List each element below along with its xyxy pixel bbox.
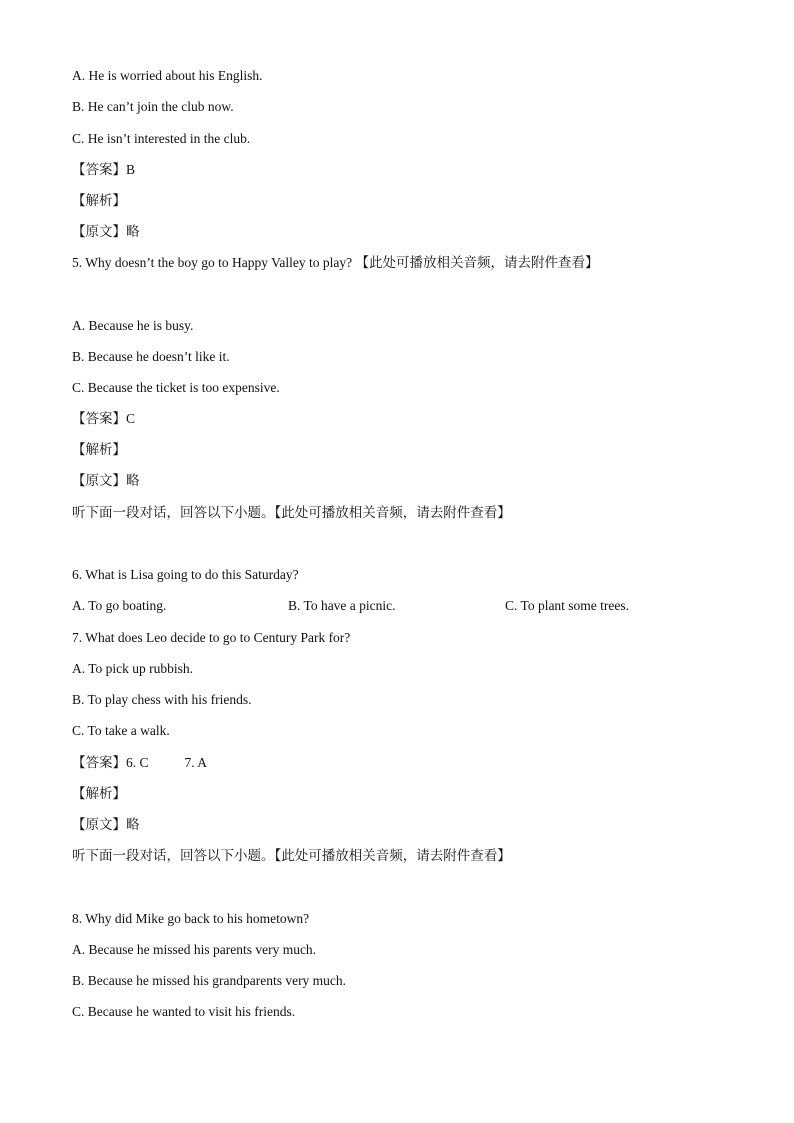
answer-q7: 7. A xyxy=(184,755,208,770)
q7-option-a: A. To pick up rubbish. xyxy=(72,661,194,676)
q6-option-b: B. To have a picnic. xyxy=(288,598,396,613)
q5-analysis xyxy=(72,441,126,459)
dialog-2-instruction[interactable]: 听下面一段对话，回答以下小题。【此处可播放相关音频，请去附件查看】 xyxy=(72,848,511,864)
source-value: 略 xyxy=(126,473,140,489)
q6-options-row xyxy=(72,598,732,616)
q7-option-b: B. To play chess with his friends. xyxy=(72,692,252,707)
q5-source xyxy=(72,472,140,490)
q8-option-c: C. Because he wanted to visit his friends. xyxy=(72,1004,296,1019)
q7-option-c: C. To take a walk. xyxy=(72,723,170,738)
answer-value: B xyxy=(126,162,136,177)
q5-question-text: 5. Why doesn’t the boy go to Happy Valley to play? xyxy=(72,255,353,270)
q4-option-a: A. He is worried about his English. xyxy=(72,68,263,83)
analysis-tag: 【解析】 xyxy=(72,786,126,802)
answer-tag: 【答案】 xyxy=(72,162,126,178)
q4-option-c: C. He isn’t interested in the club. xyxy=(72,131,251,146)
q6-7-answer xyxy=(72,754,207,772)
q5-option-a: A. Because he is busy. xyxy=(72,318,194,333)
q5-question xyxy=(72,254,598,272)
source-tag: 【原文】 xyxy=(72,473,126,489)
analysis-tag: 【解析】 xyxy=(72,193,126,209)
q7-source xyxy=(72,816,140,834)
audio-link[interactable]: 【此处可播放相关音频，请去附件查看】 xyxy=(355,255,599,271)
q8-option-a: A. Because he missed his parents very much. xyxy=(72,942,317,957)
q6-option-c: C. To plant some trees. xyxy=(505,598,630,613)
source-tag: 【原文】 xyxy=(72,817,126,833)
q5-option-b: B. Because he doesn’t like it. xyxy=(72,349,230,364)
dialog-1-instruction[interactable]: 听下面一段对话，回答以下小题。【此处可播放相关音频，请去附件查看】 xyxy=(72,505,511,521)
q4-answer xyxy=(72,161,135,179)
q8-question: 8. Why did Mike go back to his hometown? xyxy=(72,911,310,926)
q6-option-a: A. To go boating. xyxy=(72,598,167,613)
analysis-tag: 【解析】 xyxy=(72,442,126,458)
answer-tag: 【答案】 xyxy=(72,755,126,771)
answer-value: C xyxy=(126,411,136,426)
q5-answer xyxy=(72,410,135,428)
q7-question: 7. What does Leo decide to go to Century Park for? xyxy=(72,630,351,645)
q4-analysis xyxy=(72,192,126,210)
answer-tag: 【答案】 xyxy=(72,411,126,427)
answer-q6: 6. C xyxy=(126,755,149,770)
source-tag: 【原文】 xyxy=(72,224,126,240)
q4-option-b: B. He can’t join the club now. xyxy=(72,99,234,114)
source-value: 略 xyxy=(126,817,140,833)
source-value: 略 xyxy=(126,224,140,240)
q5-option-c: C. Because the ticket is too expensive. xyxy=(72,380,280,395)
q7-analysis xyxy=(72,785,126,803)
q4-source xyxy=(72,223,140,241)
q8-option-b: B. Because he missed his grandparents very much. xyxy=(72,973,347,988)
q6-question: 6. What is Lisa going to do this Saturday? xyxy=(72,567,299,582)
